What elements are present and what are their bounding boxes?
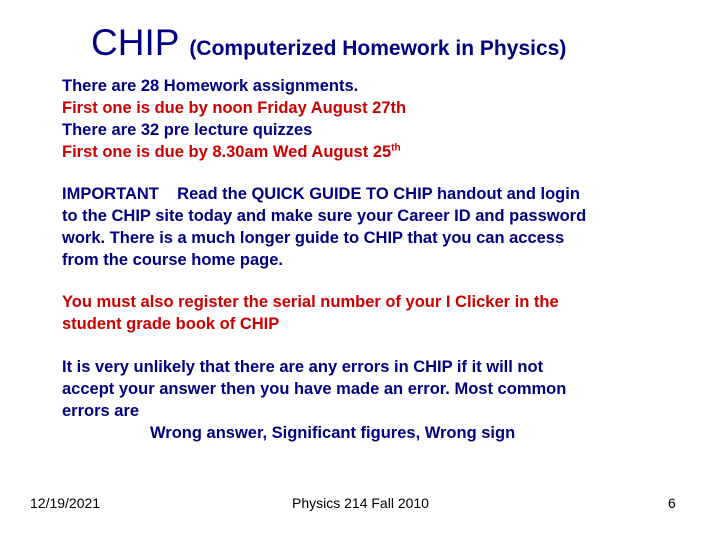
- quiz-due-line: [62, 141, 662, 163]
- clicker-line: You must also register the serial number of your I Clicker in the: [62, 293, 559, 311]
- errors-line: errors are: [62, 402, 140, 420]
- title-subtitle: (Computerized Homework in Physics): [189, 37, 567, 60]
- footer-course: Physics 214 Fall 2010: [292, 495, 429, 511]
- quiz-count-line: There are 32 pre lecture quizzes: [62, 121, 313, 139]
- errors-notice: [62, 356, 662, 444]
- important-notice: [62, 183, 662, 271]
- slide-title: [91, 22, 566, 64]
- clicker-line: student grade book of CHIP: [62, 315, 280, 333]
- errors-line: accept your answer then you have made an error. Most common: [62, 380, 567, 398]
- homework-due-line: First one is due by noon Friday August 27th: [62, 99, 407, 117]
- common-errors-line: Wrong answer, Significant figures, Wrong sign: [150, 424, 516, 442]
- quiz-due-suffix: th: [391, 142, 401, 154]
- title-main: CHIP: [91, 22, 180, 63]
- clicker-notice: [62, 291, 662, 335]
- important-line: to the CHIP site today and make sure your Career ID and password: [62, 207, 587, 225]
- footer-page-number: 6: [668, 495, 676, 511]
- errors-line: It is very unlikely that there are any errors in CHIP if it will not: [62, 358, 544, 376]
- footer-date: 12/19/2021: [30, 495, 101, 511]
- quiz-due-text: First one is due by 8.30am Wed August 25: [62, 143, 392, 161]
- important-line: from the course home page.: [62, 251, 283, 269]
- important-line: IMPORTANT Read the QUICK GUIDE TO CHIP handout and login: [62, 185, 580, 203]
- homework-count-line: There are 28 Homework assignments.: [62, 77, 359, 95]
- announcements: [62, 75, 662, 163]
- important-line: work. There is a much longer guide to CHIP that you can access: [62, 229, 565, 247]
